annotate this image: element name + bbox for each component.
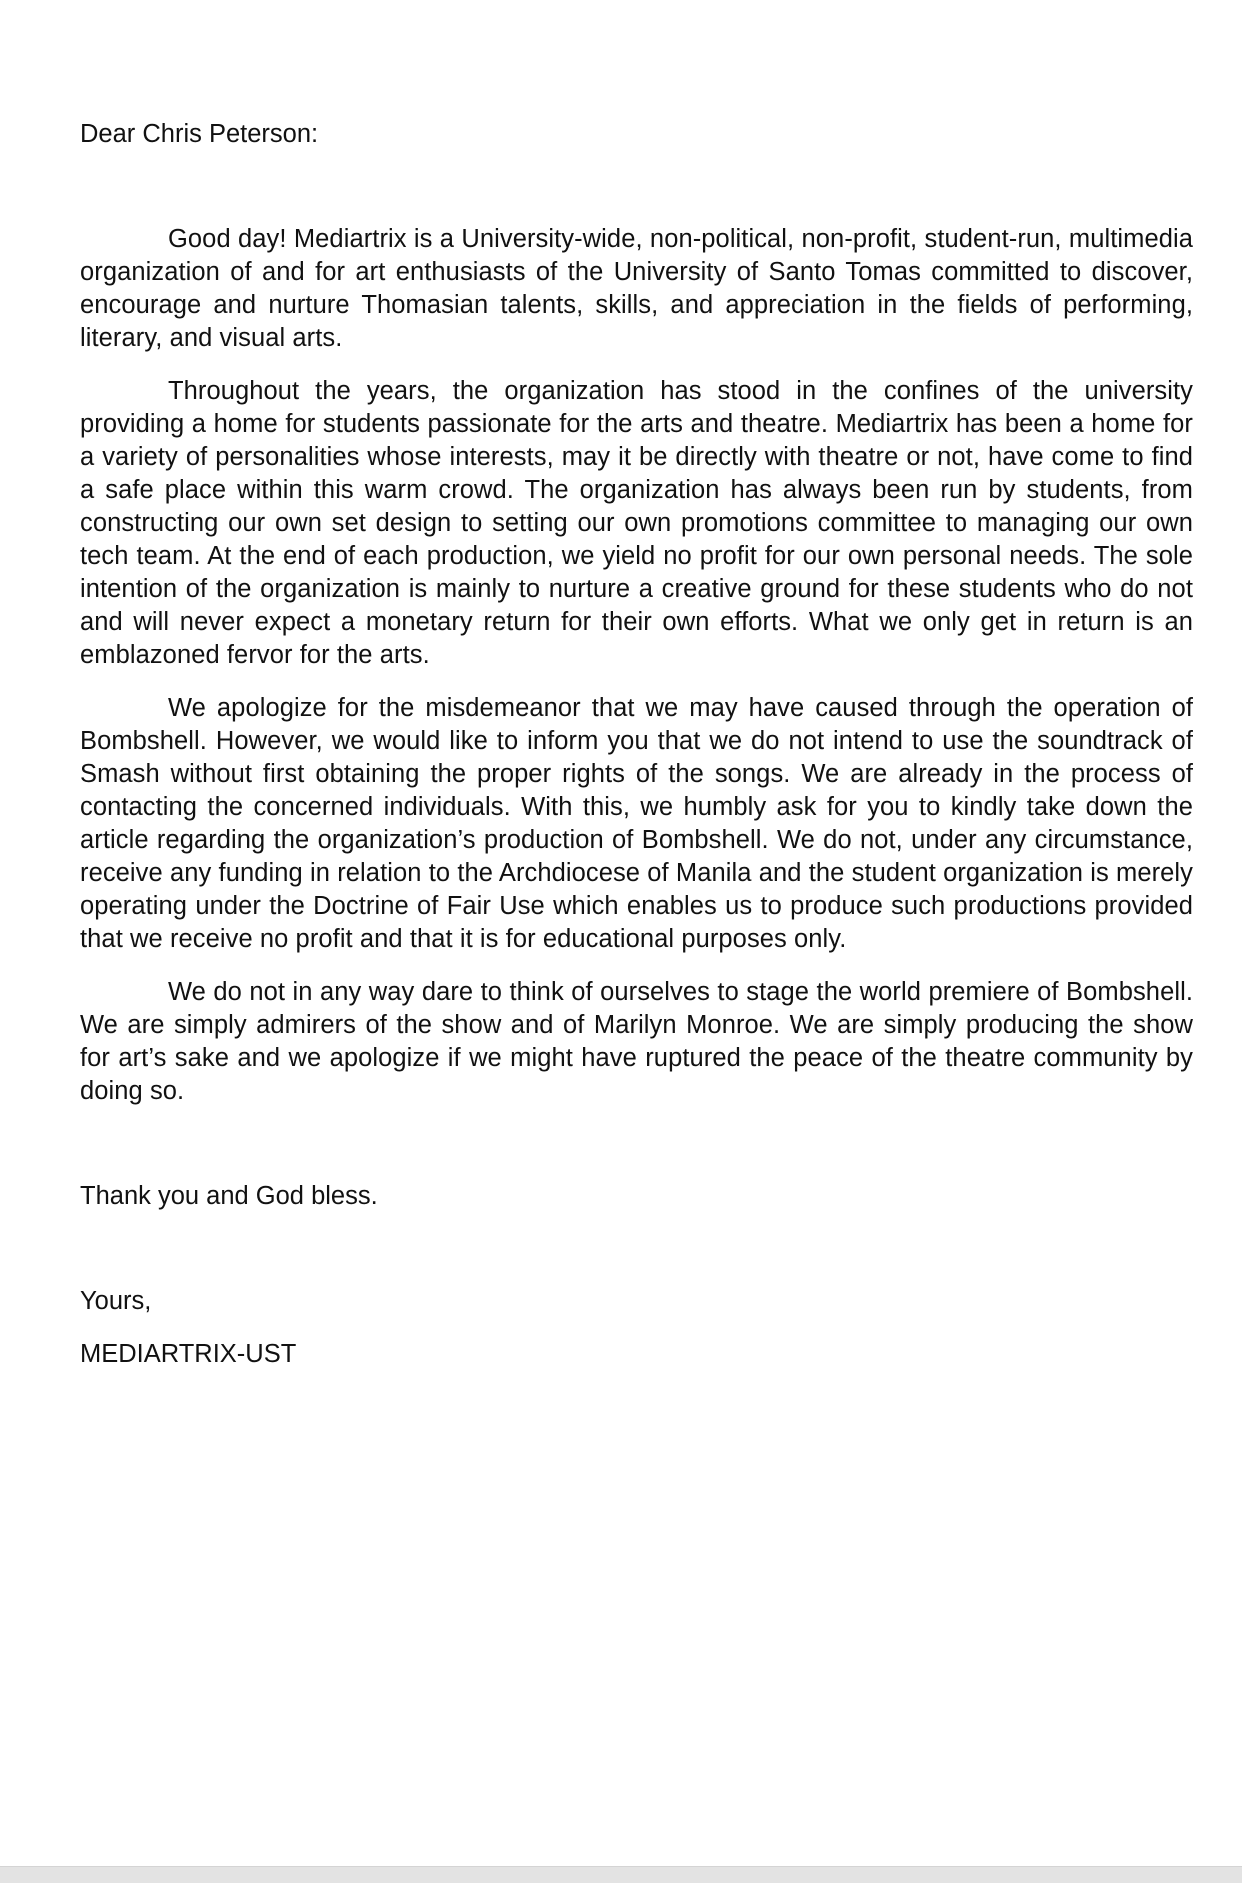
closing-line: Thank you and God bless. [80, 1182, 378, 1210]
paragraph-clarification: We do not in any way dare to think of ourselves to stage the world premiere of Bombshell. We are simply admirers of the show and of Marilyn Monroe. We are simply producing the show for art’s sake and we apologize if we might have ruptured the peace of the theatre community by doing so. [80, 978, 1193, 1105]
signoff: Yours, [80, 1287, 152, 1315]
letter-body [80, 118, 1193, 1371]
viewer-bottom-edge [0, 1866, 1242, 1883]
paragraph-apology-request: We apologize for the misdemeanor that we may have caused through the operation of Bombshell. However, we would like to inform you that we do not intend to use the soundtrack of Smash without first obtaining the proper rights of the songs. We are already in the process of contacting the concerned individuals. With this, we humbly ask for you to kindly take down the article regarding the organization’s production of Bombshell. We do not, under any circumstance, receive any funding in relation to the Archdiocese of Manila and the student organization is merely operating under the Doctrine of Fair Use which enables us to produce such productions provided that we receive no profit and that it is for educational purposes only. [80, 694, 1193, 953]
paragraph-organization-history: Throughout the years, the organization has stood in the confines of the university providing a home for students passionate for the arts and theatre. Mediartrix has been a home for a variety of personalities whose interests, may it be directly with theatre or not, have come to find a safe place within this warm crowd. The organization has always been run by students, from constructing our own set design to setting our own promotions committee to managing our own tech team. At the end of each production, we yield no profit for our own personal needs. The sole intention of the organization is mainly to nurture a creative ground for these students who do not and will never expect a monetary return for their own efforts. What we only get in return is an emblazoned fervor for the arts. [80, 377, 1193, 669]
signature-name: MEDIARTRIX-UST [80, 1340, 297, 1368]
salutation: Dear Chris Peterson: [80, 120, 319, 148]
paragraph-introduction: Good day! Mediartrix is a University-wide, non-political, non-profit, student-run, multimedia organization of and for art enthusiasts of the University of Santo Tomas committed to discover, encourage and nurture Thomasian talents, skills, and appreciation in the fields of performing, literary, and visual arts. [80, 225, 1193, 352]
